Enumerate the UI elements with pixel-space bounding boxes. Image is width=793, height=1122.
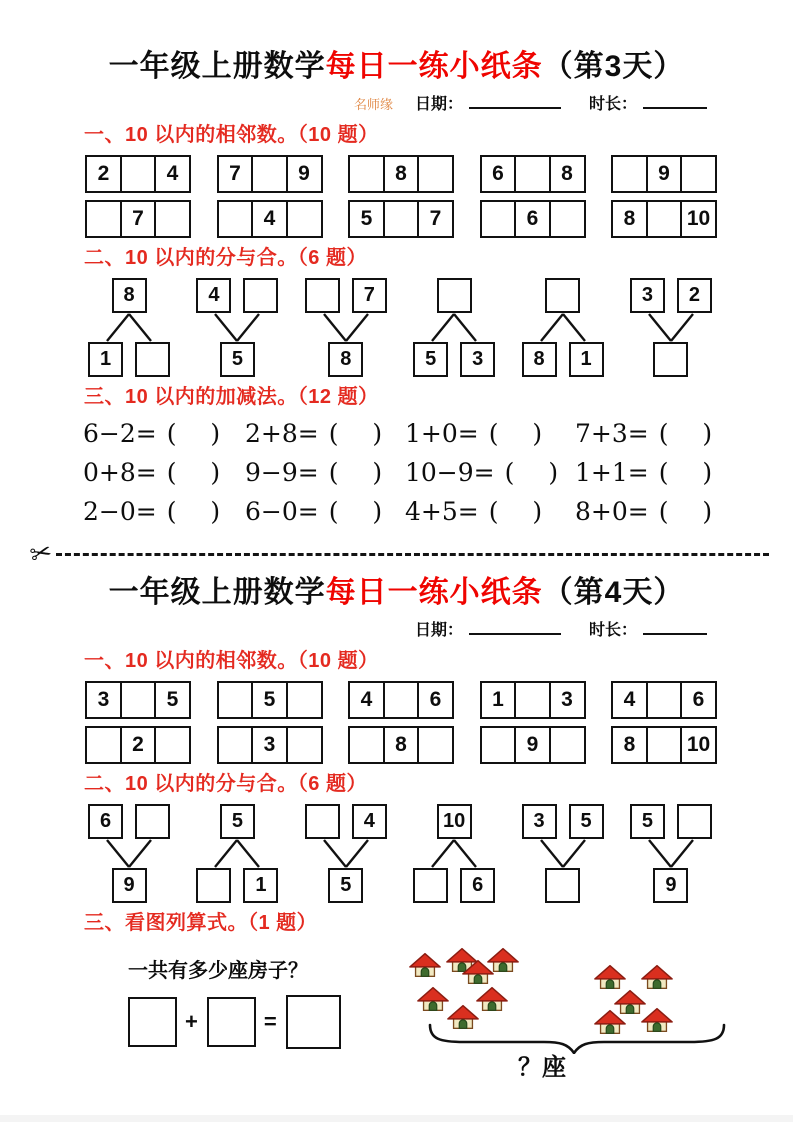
bond-cell (545, 278, 580, 313)
neighbor-cell (549, 200, 586, 238)
neighbor-cell: 3 (85, 681, 122, 719)
date-blank-line (469, 620, 561, 635)
day3-bonds-row (88, 278, 712, 377)
bond-cell: 9 (653, 868, 688, 903)
title-day: （第3天） (542, 50, 685, 83)
neighbor-group (217, 200, 323, 238)
duration-blank-line (643, 620, 707, 635)
equation-expression: 0+8= (83, 458, 157, 487)
neighbor-cell (286, 681, 323, 719)
neighbor-cell (120, 155, 157, 193)
day4-bonds-row (88, 804, 712, 903)
neighbor-cell: 6 (680, 681, 717, 719)
equation-answer-parens: ( ) (166, 458, 221, 487)
bond-cell: 1 (243, 868, 278, 903)
neighbor-cell: 8 (383, 155, 420, 193)
neighbor-cell: 9 (286, 155, 323, 193)
equation (245, 456, 405, 489)
neighbor-cell (154, 726, 191, 764)
equation (575, 456, 713, 489)
equation (405, 417, 575, 450)
bond-lines (421, 839, 487, 868)
neighbor-group (348, 200, 454, 238)
day3-meta-row (0, 94, 707, 115)
bond-cell: 5 (413, 342, 448, 377)
equation (83, 456, 245, 489)
bond-cell (135, 342, 170, 377)
bond-cell: 5 (630, 804, 665, 839)
bond-lines (638, 313, 704, 342)
day4-section (0, 574, 793, 1087)
neighbor-group (348, 681, 454, 719)
neighbor-group (480, 726, 586, 764)
neighbor-cell (646, 681, 683, 719)
equals-sign: = (263, 1009, 277, 1034)
bond-cell: 8 (522, 342, 557, 377)
neighbor-cell: 6 (480, 155, 517, 193)
day4-section1-heading: 一、10 以内的相邻数。（10 题） (84, 650, 379, 672)
day3-title (0, 48, 793, 86)
neighbor-cell (514, 155, 551, 193)
bond-lines (530, 313, 596, 342)
bond-lines (530, 839, 596, 868)
duration-label: 时长： (588, 622, 637, 639)
curly-brace (428, 1023, 726, 1054)
equation-expression: 1+0= (405, 419, 479, 448)
equation-answer-parens: ( ) (328, 419, 383, 448)
neighbor-group (85, 726, 191, 764)
neighbor-cell: 5 (154, 681, 191, 719)
neighbor-group (480, 200, 586, 238)
neighbor-group (480, 155, 586, 193)
bond-cell: 5 (328, 868, 363, 903)
neighbor-group (85, 155, 191, 193)
neighbor-row (85, 681, 717, 719)
neighbor-cell (217, 681, 254, 719)
equation-answer-parens: ( ) (658, 458, 713, 487)
neighbor-cell: 3 (251, 726, 288, 764)
equation (575, 417, 713, 450)
bond-cell: 3 (630, 278, 665, 313)
date-blank-line (469, 94, 561, 109)
neighbor-group (611, 200, 717, 238)
bond-cell: 2 (677, 278, 712, 313)
houses-figure (400, 935, 732, 1087)
neighbor-cell: 6 (417, 681, 454, 719)
equation-expression: 9−9= (245, 458, 319, 487)
neighbor-cell: 8 (611, 200, 648, 238)
number-bond-combine (630, 804, 712, 903)
equation-expression: 6−2= (83, 419, 157, 448)
neighbor-cell: 10 (680, 726, 717, 764)
equation (405, 495, 575, 528)
neighbor-cell (383, 200, 420, 238)
equation-expression: 6−0= (245, 497, 319, 526)
neighbor-cell (348, 155, 385, 193)
bond-lines (204, 313, 270, 342)
neighbor-cell: 2 (120, 726, 157, 764)
neighbor-cell (217, 726, 254, 764)
bond-cell: 5 (220, 804, 255, 839)
day3-section (0, 48, 793, 528)
addend2-box (207, 997, 256, 1047)
date-label: 日期： (414, 96, 463, 113)
bond-cell: 10 (437, 804, 472, 839)
title-prefix: 一年级上册数学 (108, 50, 326, 83)
equation-expression: 2−0= (83, 497, 157, 526)
neighbor-group (611, 681, 717, 719)
bond-cell: 1 (88, 342, 123, 377)
number-bond-combine (522, 804, 604, 903)
equation-expression: 8+0= (575, 497, 649, 526)
bond-lines (204, 839, 270, 868)
neighbor-cell (348, 726, 385, 764)
number-bond-combine (196, 278, 278, 377)
neighbor-row (85, 726, 717, 764)
bond-cell: 9 (112, 868, 147, 903)
neighbor-cell: 7 (217, 155, 254, 193)
equation-answer-parens: ( ) (328, 497, 383, 526)
neighbor-cell (85, 726, 122, 764)
neighbor-group (217, 681, 323, 719)
equation-answer-parens: ( ) (166, 497, 221, 526)
number-bond-split (522, 278, 604, 377)
day4-section2-heading: 二、10 以内的分与合。（6 题） (84, 773, 367, 795)
neighbor-cell (646, 726, 683, 764)
neighbor-cell (417, 726, 454, 764)
number-bond-combine (630, 278, 712, 377)
bond-lines (421, 313, 487, 342)
bond-cell (677, 804, 712, 839)
bond-cell: 6 (460, 868, 495, 903)
equation-answer-parens: ( ) (504, 458, 559, 487)
sum-box (286, 995, 341, 1049)
neighbor-cell: 4 (348, 681, 385, 719)
equation-expression: 10−9= (405, 458, 495, 487)
neighbor-cell (611, 155, 648, 193)
equation-expression: 2+8= (245, 419, 319, 448)
bond-cell: 5 (569, 804, 604, 839)
bond-lines (638, 839, 704, 868)
equation (83, 417, 245, 450)
number-bond-combine (305, 278, 387, 377)
day4-section3-heading: 三、看图列算式。（1 题） (84, 912, 318, 934)
neighbor-cell (549, 726, 586, 764)
neighbor-cell (514, 681, 551, 719)
duration-blank-line (643, 94, 707, 109)
neighbor-cell: 7 (417, 200, 454, 238)
neighbor-cell: 9 (514, 726, 551, 764)
bond-cell (413, 868, 448, 903)
equation (245, 495, 405, 528)
title-highlight: 每日一练小纸条 (325, 576, 543, 609)
bond-cell: 4 (196, 278, 231, 313)
bond-cell (437, 278, 472, 313)
day3-section1-heading: 一、10 以内的相邻数。（10 题） (84, 124, 379, 146)
bond-lines (96, 313, 162, 342)
duration-label: 时长： (588, 96, 637, 113)
equation-expression: 1+1= (575, 458, 649, 487)
bond-cell (305, 278, 340, 313)
neighbor-group (611, 155, 717, 193)
picture-problem (128, 943, 793, 1087)
equation (245, 417, 405, 450)
bond-cell (135, 804, 170, 839)
neighbor-cell: 4 (251, 200, 288, 238)
equation (575, 495, 713, 528)
bond-cell (545, 868, 580, 903)
bond-cell: 1 (569, 342, 604, 377)
day4-meta-row (0, 620, 707, 641)
day3-equations-grid (83, 417, 793, 528)
neighbor-group (217, 155, 323, 193)
neighbor-cell (480, 200, 517, 238)
bond-cell: 5 (220, 342, 255, 377)
day3-section2-heading: 二、10 以内的分与合。（6 题） (84, 247, 367, 269)
neighbor-cell (120, 681, 157, 719)
neighbor-group (217, 726, 323, 764)
equation-answer-parens: ( ) (658, 497, 713, 526)
brace-question-label: ？座 (518, 1052, 566, 1081)
number-bond-combine (88, 804, 170, 903)
answer-equation (128, 995, 400, 1049)
brand-watermark: 名师缘 (353, 97, 393, 112)
neighbor-cell: 8 (611, 726, 648, 764)
neighbor-cell: 8 (549, 155, 586, 193)
neighbor-cell: 4 (154, 155, 191, 193)
neighbor-row (85, 200, 717, 238)
equation-answer-parens: ( ) (488, 497, 543, 526)
neighbor-cell (417, 155, 454, 193)
neighbor-group (85, 681, 191, 719)
bond-cell: 8 (328, 342, 363, 377)
bond-cell: 8 (112, 278, 147, 313)
neighbor-row (85, 155, 717, 193)
equation-expression: 4+5= (405, 497, 479, 526)
neighbor-cell: 10 (680, 200, 717, 238)
neighbor-cell (680, 155, 717, 193)
addend1-box (128, 997, 177, 1047)
houses-layer (400, 935, 732, 1087)
neighbor-cell: 9 (646, 155, 683, 193)
neighbor-cell (646, 200, 683, 238)
number-bond-split (88, 278, 170, 377)
neighbor-cell (480, 726, 517, 764)
neighbor-cell: 2 (85, 155, 122, 193)
equation-answer-parens: ( ) (658, 419, 713, 448)
equation (83, 495, 245, 528)
problem-question: 一共有多少座房子？ (128, 960, 308, 982)
neighbor-group (611, 726, 717, 764)
neighbor-cell (85, 200, 122, 238)
neighbor-cell: 5 (251, 681, 288, 719)
title-day: （第4天） (542, 576, 685, 609)
house-icon (416, 984, 450, 1014)
neighbor-cell (286, 200, 323, 238)
house-icon (486, 945, 520, 975)
picture-problem-left (128, 943, 400, 1049)
day4-title (0, 574, 793, 612)
scissors-icon: ✂ (26, 535, 56, 571)
number-bond-combine (305, 804, 387, 903)
dashed-line (56, 553, 769, 556)
neighbor-group (348, 155, 454, 193)
house-icon (408, 950, 442, 980)
equation-answer-parens: ( ) (166, 419, 221, 448)
bond-cell (305, 804, 340, 839)
cut-line (26, 535, 769, 571)
bond-lines (96, 839, 162, 868)
bond-cell: 7 (352, 278, 387, 313)
house-icon (475, 984, 509, 1014)
bond-cell: 3 (460, 342, 495, 377)
neighbor-group (348, 726, 454, 764)
number-bond-split (413, 278, 495, 377)
neighbor-cell (154, 200, 191, 238)
equation-answer-parens: ( ) (328, 458, 383, 487)
bond-cell: 3 (522, 804, 557, 839)
number-bond-split (196, 804, 278, 903)
neighbor-cell (217, 200, 254, 238)
neighbor-cell (286, 726, 323, 764)
neighbor-cell (251, 155, 288, 193)
neighbor-cell: 5 (348, 200, 385, 238)
equation-expression: 7+3= (575, 419, 649, 448)
neighbor-group (480, 681, 586, 719)
plus-sign: + (185, 1009, 198, 1034)
neighbor-cell: 4 (611, 681, 648, 719)
page-bottom-edge (0, 1115, 793, 1122)
neighbor-cell: 3 (549, 681, 586, 719)
date-label: 日期： (414, 622, 463, 639)
bond-lines (313, 313, 379, 342)
neighbor-group (85, 200, 191, 238)
equation-answer-parens: ( ) (488, 419, 543, 448)
bond-lines (313, 839, 379, 868)
number-bond-split (413, 804, 495, 903)
neighbor-cell: 1 (480, 681, 517, 719)
equation (405, 456, 575, 489)
neighbor-cell: 7 (120, 200, 157, 238)
neighbor-cell (383, 681, 420, 719)
bond-cell: 4 (352, 804, 387, 839)
title-highlight: 每日一练小纸条 (325, 50, 543, 83)
bond-cell: 6 (88, 804, 123, 839)
neighbor-cell: 8 (383, 726, 420, 764)
bond-cell (196, 868, 231, 903)
neighbor-cell: 6 (514, 200, 551, 238)
bond-cell (243, 278, 278, 313)
title-prefix: 一年级上册数学 (108, 576, 326, 609)
day3-section3-heading: 三、10 以内的加减法。（12 题） (84, 386, 379, 408)
bond-cell (653, 342, 688, 377)
